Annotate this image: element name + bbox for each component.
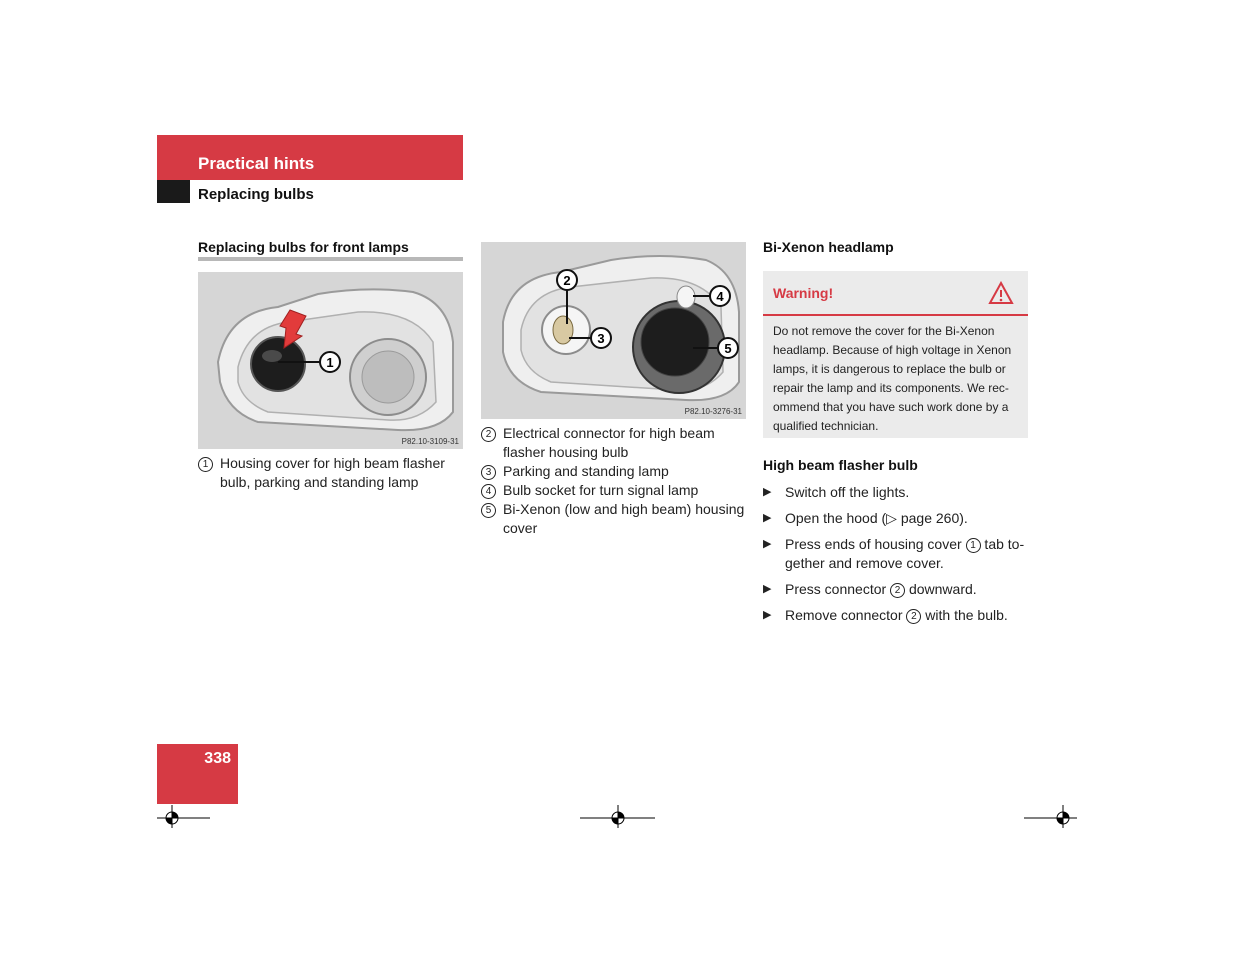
step-item (763, 580, 1031, 599)
section-title: Practical hints (198, 154, 315, 173)
crop-mark-left (155, 800, 215, 830)
crop-mark-right (1022, 800, 1082, 830)
headlamp-figure-1 (198, 272, 463, 449)
high-beam-heading: High beam flasher bulb (763, 457, 918, 473)
bullet-arrow-icon: ▶ (763, 538, 772, 550)
legend-text: Electrical connector for high beam flasher housing bulb (503, 425, 715, 460)
svg-text:4: 4 (716, 289, 724, 304)
warning-box (763, 271, 1028, 438)
headlamp-figure-2 (481, 242, 746, 419)
svg-text:1: 1 (326, 355, 334, 370)
step-text: Switch off the lights. (785, 484, 910, 500)
svg-text:3: 3 (597, 331, 605, 346)
legend-middle (481, 424, 749, 538)
legend-text: Housing cover for high beam flasher bulb, parking and standing lamp (220, 455, 445, 490)
subsection-title: Replacing bulbs (198, 186, 314, 203)
bullet-arrow-icon: ▶ (763, 583, 772, 595)
legend-item (198, 454, 463, 492)
step-item (763, 606, 1031, 625)
warning-triangle-icon (988, 281, 1014, 310)
legend-item (481, 462, 749, 481)
callout-number: 3 (481, 465, 496, 480)
callout-number: 5 (481, 503, 496, 518)
step-item (763, 483, 1031, 502)
figure-code: P82.10-3109-31 (401, 437, 459, 446)
bullet-arrow-icon: ▶ (763, 512, 772, 524)
step-text: Open the hood (▷ page 260). (785, 510, 968, 526)
callout-number: 2 (890, 583, 905, 598)
page-number: 338 (204, 750, 231, 767)
warning-rule (763, 314, 1028, 316)
bullet-arrow-icon: ▶ (763, 486, 772, 498)
svg-text:5: 5 (724, 341, 732, 356)
front-lamps-heading: Replacing bulbs for front lamps (198, 239, 409, 255)
callout-number: 2 (906, 609, 921, 624)
step-item (763, 509, 1031, 528)
figure-code: P82.10-3276-31 (684, 407, 742, 416)
callout-number: 1 (966, 538, 981, 553)
bullet-arrow-icon: ▶ (763, 609, 772, 621)
legend-text: Bulb socket for turn signal lamp (503, 482, 699, 498)
crop-mark-center (578, 800, 658, 830)
legend-left (198, 454, 463, 492)
steps-list (763, 483, 1031, 632)
legend-text: Parking and standing lamp (503, 463, 669, 479)
legend-item (481, 500, 749, 538)
callout-number: 2 (481, 427, 496, 442)
subsection-marker (157, 180, 190, 203)
legend-item (481, 424, 749, 462)
svg-text:2: 2 (563, 273, 571, 288)
page-number-box (157, 744, 238, 804)
warning-text: Do not remove the cover for the Bi-Xenon headlamp. Because of high voltage in Xenon lamps, it is dangerous to replace the bulb or repair the lamp and its components. We rec-ommend that you have such work done by a qualified technician. (773, 324, 1012, 433)
bi-xenon-heading: Bi-Xenon headlamp (763, 239, 894, 255)
callout-number: 4 (481, 484, 496, 499)
heading-rule (198, 257, 463, 261)
step-text: Remove connector 2 with the bulb. (785, 607, 1008, 623)
legend-item (481, 481, 749, 500)
step-text: Press ends of housing cover 1 tab to-gether and remove cover. (785, 536, 1025, 571)
legend-text: Bi-Xenon (low and high beam) housing cover (503, 501, 745, 536)
step-text: Press connector 2 downward. (785, 581, 977, 597)
step-item (763, 535, 1031, 573)
callout-number: 1 (198, 457, 213, 472)
warning-title: Warning! (773, 285, 834, 301)
